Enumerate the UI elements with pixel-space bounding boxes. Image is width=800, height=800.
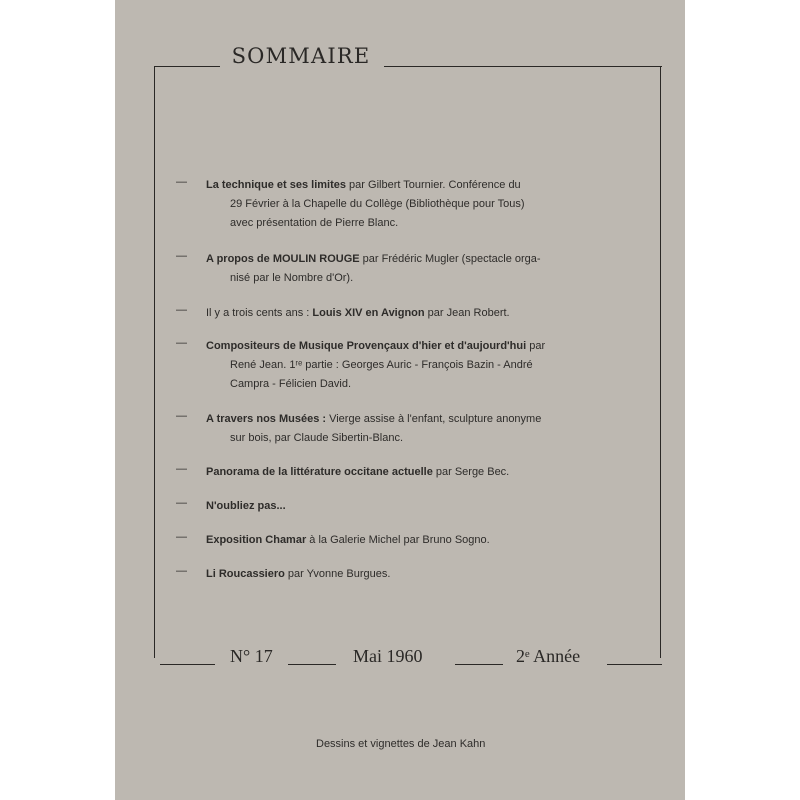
footer-rule [288,664,336,665]
entry-continuation: René Jean. 1ʳᵉ partie : Georges Auric - François Bazin - André [230,359,533,371]
issue-year: 2ᵉ Année [516,646,581,666]
entry-prefix: Il y a trois cents ans : [206,307,313,319]
entry-continuation: avec présentation de Pierre Blanc. [230,217,399,229]
top-rule-left [154,66,220,67]
entry-title: N'oubliez pas... [206,500,286,512]
entry-continuation: sur bois, par Claude Sibertin-Blanc. [230,432,404,444]
entry-title: Panorama de la littérature occitane actuelle [206,466,433,478]
top-rule-right [384,66,662,67]
toc-entry [176,497,638,516]
entry-dash: — [176,463,188,475]
entry-continuation: 29 Février à la Chapelle du Collège (Bibliothèque pour Tous) [230,198,525,210]
entry-dash: — [176,531,188,543]
entry-text: Vierge assise à l'enfant, sculpture anonyme [326,413,542,425]
entry-title: A travers nos Musées : [206,413,327,425]
footer-rule [160,664,215,665]
issue-number: N° 17 [230,646,273,666]
entry-dash: — [176,304,188,316]
toc-entry [176,337,638,394]
entry-title: Compositeurs de Musique Provençaux d'hier et d'aujourd'hui [206,340,527,352]
page-title: SOMMAIRE [231,44,371,68]
entry-text: par [526,340,546,352]
toc-entry [176,531,638,550]
entry-title: La technique et ses limites [206,179,346,191]
toc-entry [176,250,638,288]
entry-text: par Gilbert Tournier. Conférence du [346,179,521,191]
toc-entry [176,176,638,233]
entry-title: Exposition Chamar [206,534,307,546]
toc-entry [176,304,638,323]
entry-dash: — [176,497,188,509]
issue-date: Mai 1960 [353,646,423,666]
entry-dash: — [176,176,188,188]
entry-dash: — [176,337,188,349]
toc-entry [176,463,638,482]
entry-continuation: Campra - Félicien David. [230,378,352,390]
toc-entry [176,410,638,448]
entry-continuation: nisé par le Nombre d'Or). [230,272,354,284]
entry-dash: — [176,250,188,262]
entry-title: A propos de MOULIN ROUGE [206,253,360,265]
entry-text: par Yvonne Burgues. [284,568,391,580]
entry-text: à la Galerie Michel par Bruno Sogno. [306,534,490,546]
toc-entry [176,565,638,584]
entry-title: Li Roucassiero [206,568,285,580]
footer-rule [607,664,662,665]
illustration-credit: Dessins et vignettes de Jean Kahn [316,738,486,750]
entry-title: Louis XIV en Avignon [312,307,425,319]
entry-dash: — [176,410,188,422]
entry-text: par Frédéric Mugler (spectacle orga- [359,253,541,265]
entry-dash: — [176,565,188,577]
table-of-contents [176,176,638,584]
entry-text: par Serge Bec. [432,466,510,478]
footer-rule [455,664,503,665]
entry-text: par Jean Robert. [424,307,510,319]
